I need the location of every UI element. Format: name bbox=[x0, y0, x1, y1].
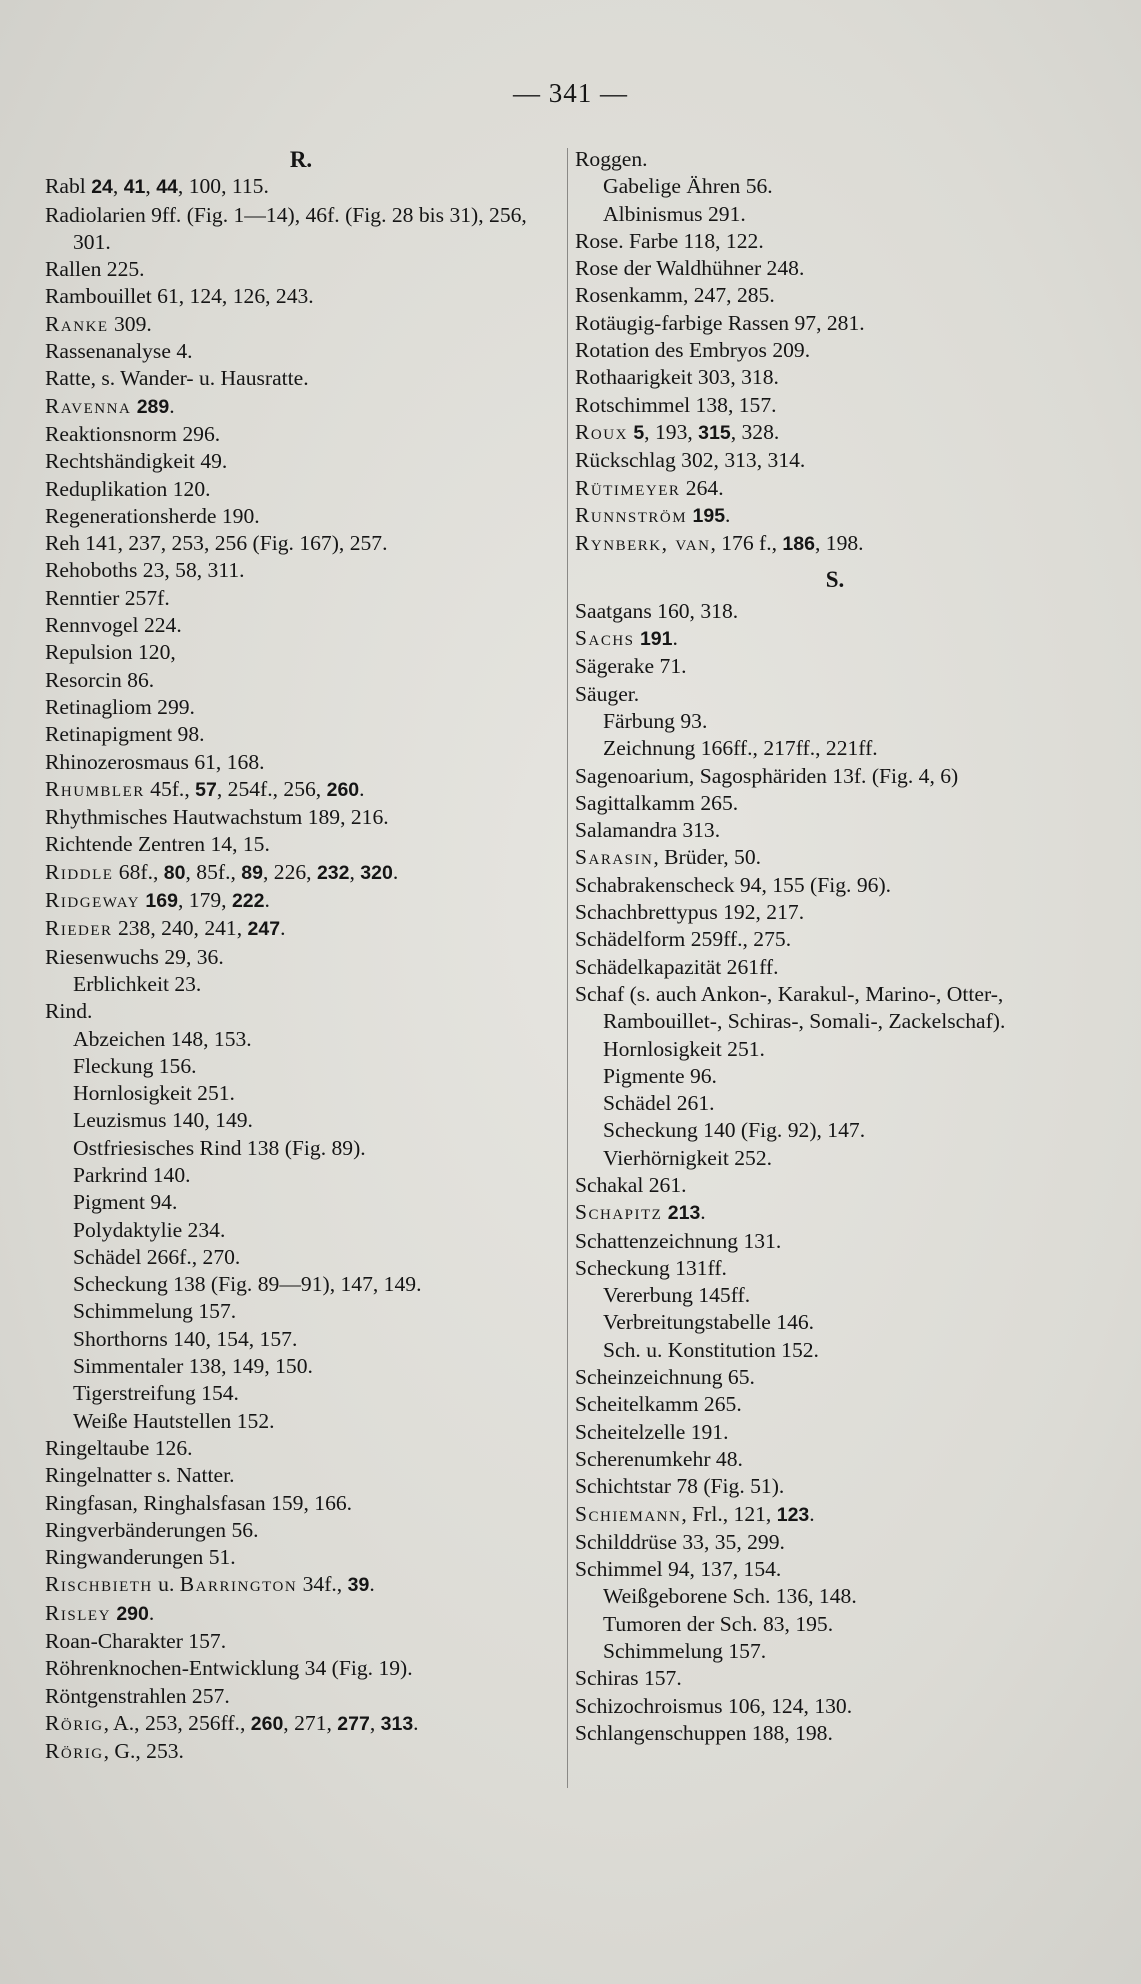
entry-text: . bbox=[169, 393, 175, 418]
entry-text: Rotäugig-farbige Rassen 97, 281. bbox=[575, 310, 865, 335]
index-entry bbox=[575, 1693, 1095, 1720]
entry-text: 68f., bbox=[113, 859, 164, 884]
entry-text: . bbox=[700, 1200, 706, 1225]
bold-page-ref: 320 bbox=[360, 861, 393, 884]
author-name: Runnström bbox=[575, 502, 688, 527]
entry-text: , Brüder, 50. bbox=[653, 845, 762, 870]
entry-text: Scheinzeichnung 65. bbox=[575, 1365, 755, 1390]
index-entry bbox=[45, 1135, 557, 1162]
entry-text: Scheitelzelle 191. bbox=[575, 1419, 729, 1444]
author-name: Ridgeway bbox=[45, 888, 141, 913]
entry-text: u. bbox=[152, 1572, 180, 1597]
entry-text: Reaktionsnorm 296. bbox=[45, 421, 221, 446]
entry-text: Gabelige Ähren 56. bbox=[603, 174, 773, 199]
entry-text: Scheckung 138 (Fig. 89—91), 147, 149. bbox=[73, 1272, 422, 1297]
entry-text: Schimmelung 157. bbox=[603, 1639, 767, 1664]
index-entry bbox=[575, 899, 1095, 926]
entry-text: Renntier 257f. bbox=[45, 585, 170, 610]
entry-text: , bbox=[145, 174, 157, 199]
index-entry bbox=[45, 393, 557, 421]
entry-text: Vererbung 145ff. bbox=[603, 1283, 751, 1308]
index-entry bbox=[45, 1490, 557, 1517]
index-entry bbox=[575, 1391, 1095, 1418]
index-entry bbox=[45, 530, 557, 557]
index-entry bbox=[45, 311, 557, 338]
index-entry bbox=[575, 926, 1095, 953]
bold-page-ref: 5 bbox=[633, 421, 645, 444]
index-entry bbox=[45, 971, 557, 998]
index-entry bbox=[45, 831, 557, 858]
index-entry bbox=[45, 283, 557, 310]
index-entry bbox=[575, 419, 1095, 447]
bold-page-ref: 260 bbox=[250, 1712, 284, 1735]
entry-text: Scherenumkehr 48. bbox=[575, 1446, 743, 1471]
author-name: Rischbieth bbox=[45, 1572, 153, 1597]
right-column bbox=[575, 146, 1095, 1747]
entry-text: Rehoboths 23, 58, 311. bbox=[45, 558, 245, 583]
index-entry bbox=[575, 146, 1095, 173]
entry-text: , 85f., bbox=[185, 859, 242, 884]
right-entry-list-s bbox=[575, 598, 1095, 1747]
author-name: Rhumbler bbox=[45, 776, 145, 801]
index-entry bbox=[575, 1529, 1095, 1556]
index-entry bbox=[45, 1571, 557, 1599]
author-name: Schapitz bbox=[575, 1200, 663, 1225]
entry-text: Parkrind 140. bbox=[73, 1162, 191, 1187]
entry-text: Schädelform 259ff., 275. bbox=[575, 927, 792, 952]
entry-text: Salamandra 313. bbox=[575, 818, 721, 843]
bold-page-ref: 191 bbox=[639, 628, 673, 651]
left-column bbox=[45, 146, 557, 1766]
entry-text: . bbox=[264, 888, 270, 913]
entry-text: Regenerationsherde 190. bbox=[45, 503, 260, 528]
index-entry bbox=[575, 1063, 1095, 1090]
bold-page-ref: 290 bbox=[116, 1602, 149, 1625]
bold-page-ref: 39 bbox=[347, 1574, 370, 1597]
index-entry bbox=[575, 1172, 1095, 1199]
index-entry bbox=[575, 625, 1095, 653]
bold-page-ref: 57 bbox=[195, 778, 217, 801]
entry-text: Sch. u. Konstitution 152. bbox=[603, 1337, 819, 1362]
entry-text: Rind. bbox=[45, 999, 93, 1024]
index-entry bbox=[575, 763, 1095, 790]
bold-page-ref: 289 bbox=[136, 395, 170, 418]
entry-text: Albinismus 291. bbox=[603, 201, 746, 226]
entry-text: Ringverbänderungen 56. bbox=[45, 1517, 259, 1542]
entry-text: Roggen. bbox=[575, 147, 648, 171]
entry-text: Ringelnatter s. Natter. bbox=[45, 1463, 235, 1488]
bold-page-ref: 41 bbox=[123, 176, 146, 199]
index-entry bbox=[575, 1364, 1095, 1391]
index-entry bbox=[575, 1199, 1095, 1227]
index-entry bbox=[575, 1117, 1095, 1144]
entry-text: . bbox=[148, 1600, 155, 1625]
index-entry bbox=[575, 790, 1095, 817]
entry-text: Reh 141, 237, 253, 256 (Fig. 167), 257. bbox=[45, 531, 388, 556]
entry-text: Rhythmisches Hautwachstum 189, 216. bbox=[45, 805, 389, 830]
bold-page-ref: 313 bbox=[380, 1712, 414, 1735]
index-entry bbox=[575, 1665, 1095, 1692]
entry-text: , 328. bbox=[730, 419, 780, 444]
entry-text: Schichtstar 78 (Fig. 51). bbox=[575, 1474, 785, 1499]
entry-text: Tigerstreifung 154. bbox=[73, 1381, 239, 1406]
entry-text: Schiras 157. bbox=[575, 1666, 682, 1691]
entry-text: Repulsion 120, bbox=[45, 640, 176, 665]
index-entry bbox=[45, 998, 557, 1025]
entry-text: Rothaarigkeit 303, 318. bbox=[575, 365, 779, 390]
entry-text: , bbox=[369, 1710, 381, 1735]
index-entry bbox=[45, 1080, 557, 1107]
entry-text: Erblichkeit 23. bbox=[73, 971, 202, 996]
index-entry bbox=[45, 338, 557, 365]
entry-text: . bbox=[280, 916, 286, 941]
entry-text: Hornlosigkeit 251. bbox=[603, 1036, 765, 1061]
entry-text: Scheckung 131ff. bbox=[575, 1255, 727, 1280]
index-entry bbox=[575, 1638, 1095, 1665]
entry-text: Verbreitungstabelle 146. bbox=[603, 1310, 815, 1335]
index-entry bbox=[575, 475, 1095, 502]
entry-text: Tumoren der Sch. 83, 195. bbox=[603, 1611, 834, 1636]
index-entry bbox=[45, 667, 557, 694]
index-entry bbox=[45, 1244, 557, 1271]
index-entry bbox=[575, 1583, 1095, 1610]
index-entry bbox=[45, 1600, 557, 1628]
index-entry bbox=[575, 954, 1095, 981]
index-entry bbox=[575, 1255, 1095, 1282]
entry-text: Rambouillet 61, 124, 126, 243. bbox=[45, 284, 314, 309]
index-entry bbox=[575, 1611, 1095, 1638]
index-entry bbox=[575, 502, 1095, 530]
index-entry bbox=[575, 1473, 1095, 1500]
index-entry bbox=[575, 681, 1095, 708]
index-entry bbox=[45, 256, 557, 283]
entry-text: , Frl., 121, bbox=[681, 1501, 777, 1526]
entry-text: Schabrakenscheck 94, 155 (Fig. 96). bbox=[575, 872, 892, 897]
index-entry bbox=[45, 476, 557, 503]
section-heading-s: S. bbox=[825, 567, 845, 593]
entry-text: Shorthorns 140, 154, 157. bbox=[73, 1326, 298, 1351]
index-entry bbox=[575, 1090, 1095, 1117]
bold-page-ref: 260 bbox=[326, 778, 360, 801]
index-entry bbox=[45, 503, 557, 530]
entry-text: . bbox=[369, 1572, 375, 1597]
entry-text: Pigmente 96. bbox=[603, 1063, 717, 1088]
index-entry bbox=[575, 1309, 1095, 1336]
entry-text: Fleckung 156. bbox=[73, 1053, 197, 1078]
entry-text: Ratte, s. Wander- u. Hausratte. bbox=[45, 366, 309, 391]
entry-text: Rallen 225. bbox=[45, 257, 145, 282]
entry-text: Roan-Charakter 157. bbox=[45, 1629, 227, 1654]
entry-text: Radiolarien 9ff. (Fig. 1—14), 46f. (Fig. 28 bis 31), 256, 301. bbox=[45, 202, 527, 254]
index-entry bbox=[45, 1380, 557, 1407]
author-name: Rütimeyer bbox=[575, 475, 681, 500]
index-entry bbox=[45, 1353, 557, 1380]
author-name: Ravenna bbox=[45, 393, 132, 418]
index-entry bbox=[575, 1036, 1095, 1063]
index-entry bbox=[45, 612, 557, 639]
bold-page-ref: 80 bbox=[163, 861, 186, 884]
index-entry bbox=[45, 1517, 557, 1544]
index-entry bbox=[45, 915, 557, 943]
index-entry bbox=[45, 1189, 557, 1216]
entry-text: Rotschimmel 138, 157. bbox=[575, 392, 777, 417]
entry-text: Schachbrettypus 192, 217. bbox=[575, 900, 805, 925]
entry-text: Schakal 261. bbox=[575, 1172, 687, 1197]
index-entry bbox=[45, 1544, 557, 1571]
author-name: Sachs bbox=[575, 626, 635, 651]
entry-text: Weißgeborene Sch. 136, 148. bbox=[603, 1584, 857, 1609]
entry-text: Röntgenstrahlen 257. bbox=[45, 1683, 230, 1708]
entry-text: Rose. Farbe 118, 122. bbox=[575, 228, 764, 253]
index-entry bbox=[575, 530, 1095, 558]
entry-text: . bbox=[413, 1710, 419, 1735]
index-entry bbox=[575, 392, 1095, 419]
bold-page-ref: 315 bbox=[698, 421, 731, 444]
entry-text: . bbox=[725, 502, 731, 527]
index-entry bbox=[575, 310, 1095, 337]
author-name: Roux bbox=[575, 419, 628, 444]
entry-text: Säuger. bbox=[575, 681, 640, 706]
entry-text: Schimmel 94, 137, 154. bbox=[575, 1557, 782, 1582]
index-entry bbox=[575, 1228, 1095, 1255]
index-entry bbox=[45, 1162, 557, 1189]
author-name: Ranke bbox=[45, 311, 109, 336]
index-entry bbox=[45, 1326, 557, 1353]
index-entry bbox=[45, 421, 557, 448]
index-entry bbox=[45, 1271, 557, 1298]
index-entry bbox=[45, 1710, 557, 1738]
entry-text: Vierhörnigkeit 252. bbox=[603, 1145, 773, 1170]
index-entry bbox=[45, 1655, 557, 1682]
bold-page-ref: 89 bbox=[241, 861, 263, 884]
bold-page-ref: 44 bbox=[156, 176, 178, 199]
entry-text: Rechtshändigkeit 49. bbox=[45, 449, 228, 474]
index-entry bbox=[45, 1738, 557, 1765]
entry-text: Schizochroismus 106, 124, 130. bbox=[575, 1693, 853, 1718]
entry-text: 34f., bbox=[297, 1572, 348, 1597]
entry-text: , A., 253, 256ff., bbox=[103, 1710, 251, 1735]
bold-page-ref: 169 bbox=[145, 890, 178, 913]
entry-text: , 100, 115. bbox=[177, 174, 269, 199]
entry-text: Sagittalkamm 265. bbox=[575, 790, 739, 815]
entry-text: Richtende Zentren 14, 15. bbox=[45, 832, 270, 857]
author-name: Riddle bbox=[45, 859, 114, 884]
column-divider bbox=[567, 148, 568, 1788]
index-entry bbox=[575, 1419, 1095, 1446]
entry-text: Schädel 266f., 270. bbox=[73, 1244, 241, 1269]
entry-text: Ringwanderungen 51. bbox=[45, 1545, 236, 1570]
entry-text: . bbox=[392, 859, 399, 884]
index-entry bbox=[45, 694, 557, 721]
index-entry bbox=[45, 365, 557, 392]
index-entry bbox=[575, 282, 1095, 309]
author-name: Rörig bbox=[45, 1739, 104, 1764]
entry-text: Schädel 261. bbox=[603, 1091, 715, 1116]
index-entry bbox=[575, 844, 1095, 871]
index-entry bbox=[575, 1556, 1095, 1583]
entry-text: Färbung 93. bbox=[603, 708, 708, 733]
index-entry bbox=[575, 981, 1095, 1036]
bold-page-ref: 213 bbox=[667, 1202, 701, 1225]
entry-text: 238, 240, 241, bbox=[112, 916, 248, 941]
entry-text: Ostfriesisches Rind 138 (Fig. 89). bbox=[73, 1135, 366, 1160]
entry-text: Rückschlag 302, 313, 314. bbox=[575, 448, 806, 473]
index-entry bbox=[45, 1683, 557, 1710]
entry-text: Sägerake 71. bbox=[575, 654, 687, 679]
index-entry bbox=[575, 598, 1095, 625]
index-entry bbox=[45, 887, 557, 915]
bold-page-ref: 195 bbox=[692, 504, 726, 527]
bold-page-ref: 277 bbox=[337, 1712, 370, 1735]
index-entry bbox=[45, 1435, 557, 1462]
author-name: Rieder bbox=[45, 916, 113, 941]
index-entry bbox=[575, 1145, 1095, 1172]
entry-text: 309. bbox=[108, 311, 152, 336]
index-entry bbox=[45, 1628, 557, 1655]
index-entry bbox=[45, 173, 557, 201]
entry-text: , 198. bbox=[814, 531, 864, 556]
entry-text: Schimmelung 157. bbox=[73, 1299, 237, 1324]
bold-page-ref: 247 bbox=[247, 918, 281, 941]
index-entry bbox=[45, 944, 557, 971]
entry-text: Rennvogel 224. bbox=[45, 613, 182, 638]
entry-text: Polydaktylie 234. bbox=[73, 1217, 226, 1242]
index-entry bbox=[45, 859, 557, 887]
index-entry bbox=[575, 228, 1095, 255]
index-entry bbox=[575, 735, 1095, 762]
entry-text: Rassenanalyse 4. bbox=[45, 339, 193, 364]
entry-text: Simmentaler 138, 149, 150. bbox=[73, 1354, 313, 1379]
entry-text: Pigment 94. bbox=[73, 1190, 178, 1215]
index-entry bbox=[575, 255, 1095, 282]
author-name: Rynberk, van bbox=[575, 531, 711, 556]
section-heading-r: R. bbox=[289, 147, 313, 172]
entry-text: Rabl bbox=[45, 174, 92, 199]
entry-text: Ringeltaube 126. bbox=[45, 1435, 193, 1460]
entry-text: , bbox=[112, 174, 124, 199]
index-entry bbox=[575, 1337, 1095, 1364]
left-entry-list bbox=[45, 173, 557, 1765]
entry-text: , 179, bbox=[177, 888, 232, 913]
index-entry bbox=[575, 337, 1095, 364]
index-entry bbox=[45, 202, 557, 257]
author-name: Risley bbox=[45, 1600, 111, 1625]
author-name: Barrington bbox=[179, 1572, 298, 1597]
entry-text: Schaf (s. auch Ankon-, Karakul-, Marino-, Otter-, Rambouillet-, Schiras-, Somali-, Zackelschaf). bbox=[575, 981, 1006, 1034]
entry-text: Hornlosigkeit 251. bbox=[73, 1081, 235, 1106]
index-entry bbox=[45, 804, 557, 831]
entry-text: . bbox=[809, 1501, 815, 1526]
entry-text: Rosenkamm, 247, 285. bbox=[575, 283, 775, 308]
index-entry bbox=[45, 448, 557, 475]
bold-page-ref: 24 bbox=[91, 176, 113, 199]
entry-text: Röhrenknochen-Entwicklung 34 (Fig. 19). bbox=[45, 1656, 413, 1681]
entry-text: Zeichnung 166ff., 217ff., 221ff. bbox=[603, 736, 878, 761]
entry-text: 45f., bbox=[144, 776, 196, 801]
index-entry bbox=[575, 201, 1095, 228]
entry-text: Reduplikation 120. bbox=[45, 476, 211, 501]
index-entry bbox=[45, 1462, 557, 1489]
entry-text: Sagenoarium, Sagosphäriden 13f. (Fig. 4, 6) bbox=[575, 763, 959, 788]
entry-text: Rotation des Embryos 209. bbox=[575, 338, 811, 363]
author-name: Sarasin bbox=[575, 845, 654, 870]
index-entry bbox=[45, 585, 557, 612]
index-entry bbox=[575, 364, 1095, 391]
bold-page-ref: 222 bbox=[231, 890, 265, 913]
index-entry bbox=[45, 749, 557, 776]
entry-text: Rose der Waldhühner 248. bbox=[575, 256, 805, 281]
entry-text: Saatgans 160, 318. bbox=[575, 598, 739, 623]
bold-page-ref: 232 bbox=[316, 861, 350, 884]
entry-text: , bbox=[349, 859, 361, 884]
entry-text: Weiße Hautstellen 152. bbox=[73, 1408, 275, 1433]
index-entry bbox=[45, 1217, 557, 1244]
index-entry bbox=[575, 1282, 1095, 1309]
entry-text: Rhinozerosmaus 61, 168. bbox=[45, 749, 265, 774]
bold-page-ref: 186 bbox=[782, 533, 815, 556]
entry-text: Ringfasan, Ringhalsfasan 159, 166. bbox=[45, 1490, 353, 1515]
index-entry bbox=[45, 557, 557, 584]
right-entry-list-r bbox=[575, 146, 1095, 558]
entry-text: Resorcin 86. bbox=[45, 667, 155, 692]
entry-text: . bbox=[359, 776, 365, 801]
entry-text: , 254f., 256, bbox=[216, 776, 327, 801]
entry-text: Scheitelkamm 265. bbox=[575, 1392, 742, 1417]
entry-text: Leuzismus 140, 149. bbox=[73, 1108, 253, 1133]
index-entry bbox=[45, 1408, 557, 1435]
bold-page-ref: 123 bbox=[776, 1503, 810, 1526]
index-entry bbox=[45, 1298, 557, 1325]
index-entry bbox=[575, 1446, 1095, 1473]
entry-text: Schlangenschuppen 188, 198. bbox=[575, 1720, 833, 1745]
index-entry bbox=[45, 1107, 557, 1134]
entry-text: , 226, bbox=[262, 859, 317, 884]
entry-text: Schattenzeichnung 131. bbox=[575, 1228, 782, 1253]
entry-text: Riesenwuchs 29, 36. bbox=[45, 944, 224, 969]
index-entry bbox=[45, 1053, 557, 1080]
entry-text: Retinapigment 98. bbox=[45, 722, 205, 747]
index-entry bbox=[45, 776, 557, 804]
entry-text: 264. bbox=[680, 475, 724, 500]
entry-text: , 271, bbox=[283, 1710, 338, 1735]
entry-text: , 176 f., bbox=[710, 531, 783, 556]
index-entry bbox=[45, 721, 557, 748]
index-entry bbox=[575, 447, 1095, 474]
index-entry bbox=[575, 872, 1095, 899]
author-name: Schiemann bbox=[575, 1501, 682, 1526]
page-number: — 341 — bbox=[513, 78, 628, 108]
entry-text: , 193, bbox=[644, 419, 699, 444]
index-entry bbox=[45, 639, 557, 666]
entry-text: Schilddrüse 33, 35, 299. bbox=[575, 1529, 785, 1554]
entry-text: Abzeichen 148, 153. bbox=[73, 1026, 252, 1051]
entry-text: Schädelkapazität 261ff. bbox=[575, 954, 779, 979]
index-entry bbox=[575, 708, 1095, 735]
index-entry bbox=[575, 1720, 1095, 1747]
entry-text: . bbox=[672, 626, 678, 651]
author-name: Rörig bbox=[45, 1710, 104, 1735]
index-entry bbox=[45, 1026, 557, 1053]
index-entry bbox=[575, 1501, 1095, 1529]
entry-text: , G., 253. bbox=[103, 1739, 184, 1764]
index-entry bbox=[575, 173, 1095, 200]
index-entry bbox=[575, 817, 1095, 844]
entry-text: Retinagliom 299. bbox=[45, 694, 195, 719]
index-entry bbox=[575, 653, 1095, 680]
entry-text: Scheckung 140 (Fig. 92), 147. bbox=[603, 1118, 866, 1143]
